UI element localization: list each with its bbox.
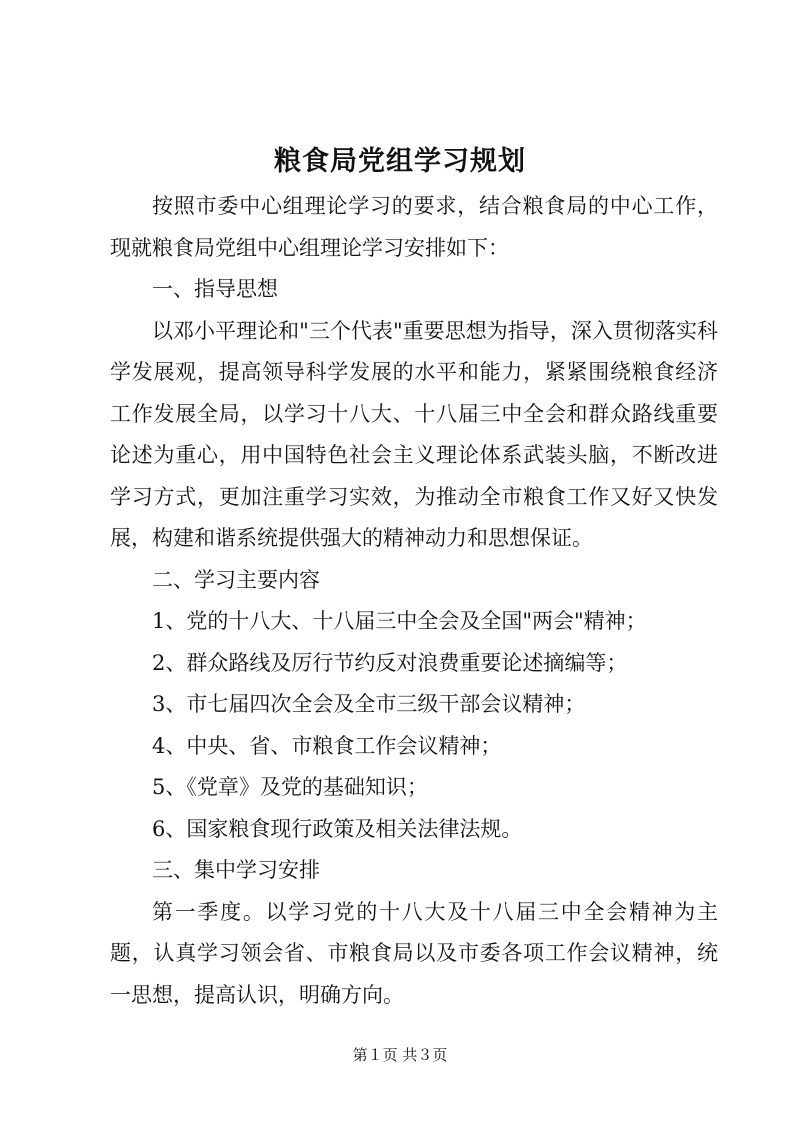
- section-heading-guiding-thought: 一、指导思想: [152, 277, 278, 301]
- list-item: 1、党的十八大、十八届三中全会及全国"两会"精神；: [152, 609, 647, 633]
- page-number-footer: 第１页 共３页: [352, 1046, 448, 1064]
- list-item: 2、群众路线及厉行节约反对浪费重要论述摘编等；: [152, 650, 628, 675]
- document-title: 粮食局党组学习规划: [274, 146, 526, 177]
- list-item: 4、中央、省、市粮食工作会议精神；: [152, 733, 502, 758]
- intro-paragraph: 按照市委中心组理论学习的要求，结合粮食局的中心工作，现就粮食局党组中心组理论学习安排如下：: [110, 194, 718, 260]
- first-quarter-paragraph: 第一季度。以学习党的十八大及十八届三中全会精神为主题，认真学习领会省、市粮食局以及市委各项工作会议精神，统一思想，提高认识，明确方向。: [110, 899, 718, 1007]
- guiding-thought-paragraph: 以邓小平理论和"三个代表"重要思想为指导，深入贯彻落实科学发展观，提高领导科学发展的水平和能力，紧紧围绕粮食经济工作发展全局，以学习十八大、十八届三中全会和群众路线重要论述为重心，用中国特色社会主义理论体系武装头脑，不断改进学习方式，更加注重学习实效，为推动全市粮食工作又好又快发展，构建和谐系统提供强大的精神动力和思想保证。: [110, 318, 718, 550]
- section-heading-study-content: 二、学习主要内容: [152, 567, 320, 592]
- list-item: 6、国家粮食现行政策及相关法律法规。: [152, 816, 523, 841]
- document-body: [110, 186, 718, 1016]
- list-item: 5、《党章》及党的基础知识；: [152, 775, 428, 799]
- list-item: 3、市七届四次全会及全市三级干部会议精神；: [152, 692, 586, 716]
- section-heading-study-schedule: 三、集中学习安排: [152, 858, 320, 882]
